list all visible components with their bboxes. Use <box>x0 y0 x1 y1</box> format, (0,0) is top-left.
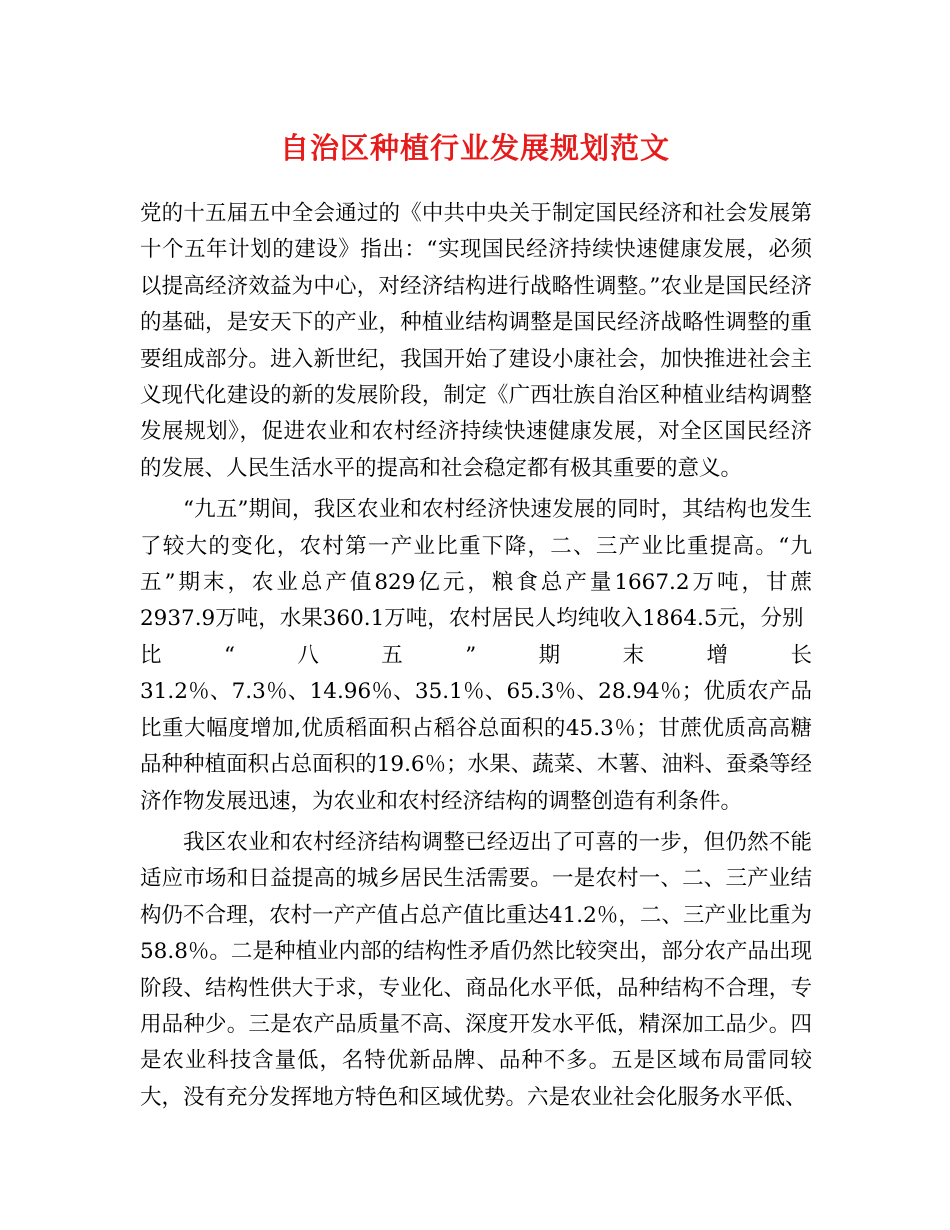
spread-char: “ <box>223 642 235 668</box>
spread-char: 长 <box>790 642 812 668</box>
spread-char: 末 <box>622 642 645 668</box>
document-title: 自治区种植行业发展规划范文 <box>279 131 670 165</box>
paragraph-intro: 党的十五届五中全会通过的《中共中央关于制定国民经济和社会发展第十个五年计划的建设》指出：“实现国民经济持续快速健康发展，必须以提高经济效益为中心，对经济结构进行战略性调整。”农业是国民经济的基础，是安天下的产业，种植业结构调整是国民经济战略性调整的重要组成部分。进入新世纪，我国开始了建设小康社会，加快推进社会主义现代化建设的新的发展阶段，制定《广西壮族自治区种植业结构调整发展规划》，促进农业和农村经济持续快速健康发展，对全区国民经济的发展、人民生活水平的提高和社会稳定都有极其重要的意义。 <box>140 201 812 481</box>
paragraph-problems: 我区农业和农村经济结构调整已经迈出了可喜的一步，但仍然不能适应市场和日益提高的城乡居民生活需要。一是农村一、二、三产业结构仍不合理，农村一产产值占总产值比重达41.2％，二、三产业比重为58.8％。二是种植业内部的结构性矛盾仍然比较突出，部分农产品出现阶段、结构性供大于求，专业化、商品化水平低，品种结构不合理，专用品种少。三是农产品质量不高、深度开发水平低，精深加工品少。四是农业科技含量低，名特优新品牌、品种不多。五是区域布局雷同较大，没有充分发挥地方特色和区域优势。六是农业社会化服务水平低、 <box>140 829 812 1110</box>
spread-char: 比 <box>140 642 162 668</box>
paragraph-growth-rates: 31.2％、7.3％、14.96％、35.1％、65.3％、28.94％；优质农产品比重大幅度增加,优质稻面积占稻谷总面积的45.3％；甘蔗优质高高糖品种种植面积占总面积的19.6％；水果、蔬菜、木薯、油料、蚕桑等经济作物发展迅速，为农业和农村经济结构的调整创造有利条件。 <box>140 679 812 814</box>
spread-char: 期 <box>538 642 561 668</box>
paragraph-ninth-five-year: “九五”期间，我区农业和农村经济快速发展的同时，其结构也发生了较大的变化，农村第一产业比重下降，二、三产业比重提高。“九五”期末，农业总产值829亿元，粮食总产量1667.2万吨，甘蔗2937.9万吨，水果360.1万吨，农村居民人均纯收入1864.5元，分别 <box>140 497 812 632</box>
spread-char: 增 <box>706 642 729 668</box>
document-body <box>140 196 812 1116</box>
spread-char: 八 <box>297 642 319 668</box>
spread-char: 五 <box>381 642 403 668</box>
spread-char: ” <box>465 642 477 668</box>
justified-line <box>140 638 812 674</box>
